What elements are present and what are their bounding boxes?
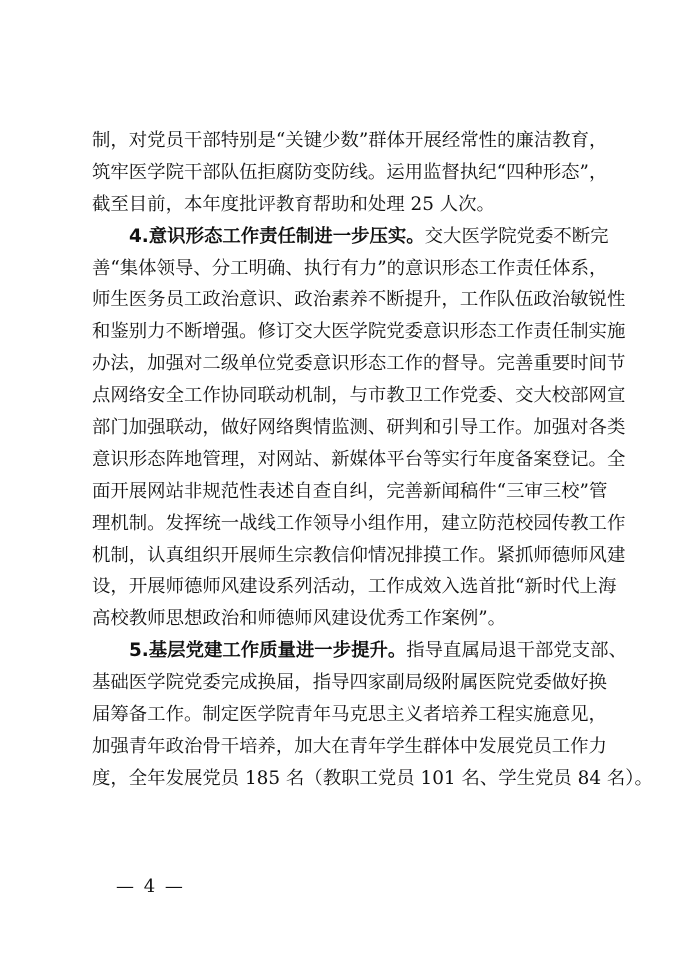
- paragraph-1-line-2: 筑牢医学院干部队伍拒腐防变防线。运用监督执纪“四种形态”，: [92, 161, 608, 183]
- paragraph-1-line-3: 截至目前，本年度批评教育帮助和处理 25 人次。: [92, 193, 495, 215]
- page-number: — 4 —: [116, 876, 185, 897]
- paragraph-3-line-5: 度，全年发展党员 185 名（教职工党员 101 名、学生党员 84 名）。: [92, 767, 653, 789]
- paragraph-3-line-4: 加强青年政治骨干培养，加大在青年学生群体中发展党员工作力: [92, 735, 607, 757]
- paragraph-2-heading: 4.意识形态工作责任制进一步压实。: [129, 225, 425, 247]
- paragraph-2-line-10: 理机制。发挥统一战线工作领导小组作用，建立防范校园传教工作: [92, 512, 626, 534]
- paragraph-2-line-3: 师生医务员工政治意识、政治素养不断提升，工作队伍政治敏锐性: [92, 289, 626, 311]
- paragraph-2-line-9: 面开展网站非规范性表述自查自纠，完善新闻稿件“三审三校”管: [92, 480, 608, 502]
- paragraph-2-line-13: 高校教师思想政治和师德师风建设优秀工作案例”。: [92, 608, 506, 630]
- paragraph-2-first-line: [92, 221, 609, 253]
- paragraph-1-line-1: 制，对党员干部特别是“关键少数”群体开展经常性的廉洁教育，: [92, 130, 608, 151]
- paragraph-2-line-2: 善“集体领导、分工明确、执行有力”的意识形态工作责任体系，: [92, 257, 608, 279]
- paragraph-2-line-12: 设，开展师德师风建设系列活动，工作成效入选首批“新时代上海: [92, 576, 617, 598]
- paragraph-2-line-11: 机制，认真组织开展师生宗教信仰情况排摸工作。紧抓师德师风建: [92, 544, 626, 566]
- paragraph-3-line-3: 届筹备工作。制定医学院青年马克思主义者培养工程实施意见，: [92, 704, 607, 726]
- body-text: [92, 125, 653, 795]
- paragraph-2-first-line-text: 交大医学院党委不断完: [424, 225, 609, 247]
- paragraph-3-line-2: 基础医学院党委完成换届，指导四家副局级附属医院党委做好换: [92, 672, 607, 694]
- paragraph-2-line-5: 办法，加强对二级单位党委意识形态工作的督导。完善重要时间节: [92, 353, 626, 375]
- paragraph-2-line-6: 点网络安全工作协同联动机制，与市教卫工作党委、交大校部网宣: [92, 385, 626, 407]
- paragraph-2-line-7: 部门加强联动，做好网络舆情监测、研判和引导工作。加强对各类: [92, 417, 626, 439]
- paragraph-2-line-4: 和鉴别力不断增强。修订交大医学院党委意识形态工作责任制实施: [92, 321, 626, 343]
- paragraph-3-first-line-text: 指导直属局退干部党支部、: [406, 640, 627, 662]
- paragraph-2-line-8: 意识形态阵地管理，对网站、新媒体平台等实行年度备案登记。全: [92, 448, 626, 470]
- paragraph-3-heading: 5.基层党建工作质量进一步提升。: [129, 640, 407, 662]
- paragraph-3-first-line: [92, 635, 627, 667]
